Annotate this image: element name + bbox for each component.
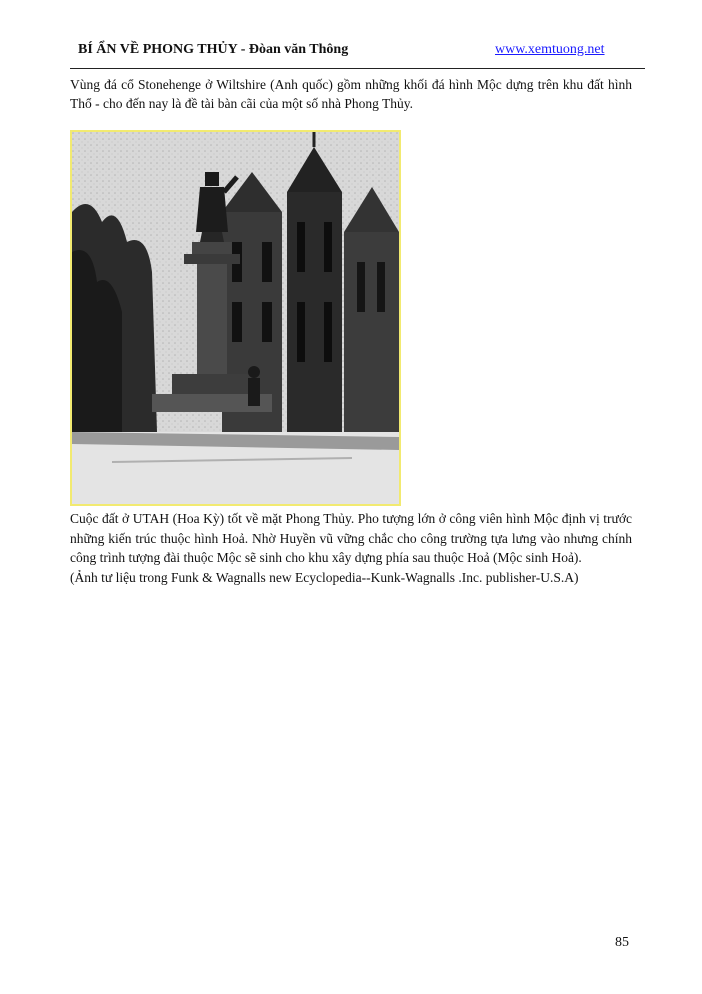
website-link[interactable]: www.xemtuong.net — [495, 42, 605, 57]
page-header — [70, 40, 645, 62]
photo-caption — [70, 509, 632, 587]
caption-text: Cuộc đất ở UTAH (Hoa Kỳ) tốt về mặt Phong Thủy. Pho tượng lớn ở công viên hình Mộc định vị trước những kiến trúc thuộc hình Hoả. Nhờ Huyền vũ vững chắc cho công trường tựa lưng vào nhưng chính công trình tượng đài thuộc Mộc sẽ sinh cho khu xây dựng phía sau thuộc Hoả (Mộc sinh Hoả). — [70, 511, 632, 565]
photo-source: (Ảnh tư liệu trong Funk & Wagnalls new Ecyclopedia--Kunk-Wagnalls .Inc. publisher-U.S.A) — [70, 569, 579, 585]
monument-photo-image — [72, 132, 399, 504]
page-number: 85 — [615, 935, 629, 950]
intro-paragraph: Vùng đá cổ Stonehenge ở Wiltshire (Anh quốc) gồm những khối đá hình Mộc dựng trên khu đất hình Thổ - cho đến nay là đề tài bàn cãi của một số nhà Phong Thủy. — [70, 77, 632, 111]
document-title: BÍ ẨN VỀ PHONG THỦY - Đòan văn Thông — [78, 42, 349, 57]
header-divider — [70, 68, 645, 69]
monument-photo — [70, 130, 401, 506]
